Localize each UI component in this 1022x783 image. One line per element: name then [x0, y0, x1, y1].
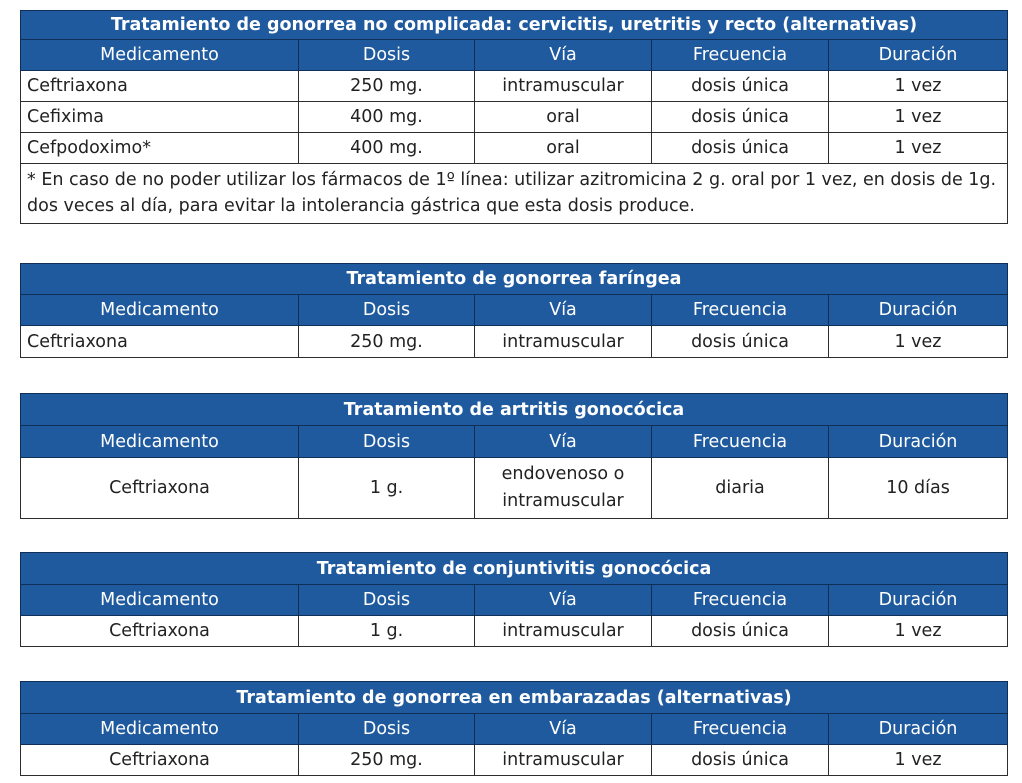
header-dosis: Dosis [299, 714, 475, 745]
cell-via: oral [475, 102, 652, 133]
cell-via: oral [475, 133, 652, 164]
table-artritis-gonococica [20, 393, 1008, 519]
header-via: Vía [475, 426, 652, 458]
table-row [21, 745, 1008, 776]
cell-medicamento: Ceftriaxona [21, 71, 299, 102]
header-via: Vía [475, 295, 652, 326]
cell-duracion: 1 vez [829, 326, 1008, 358]
table-gonorrea-faringea [20, 263, 1008, 358]
header-frecuencia: Frecuencia [652, 426, 829, 458]
header-medicamento: Medicamento [21, 426, 299, 458]
header-frecuencia: Frecuencia [652, 40, 829, 71]
cell-via: intramuscular [475, 326, 652, 358]
cell-dosis: 250 mg. [299, 745, 475, 776]
table-title: Tratamiento de gonorrea no complicada: cervicitis, uretritis y recto (alternativas) [21, 11, 1008, 40]
cell-frecuencia: dosis única [652, 616, 829, 647]
header-via: Vía [475, 40, 652, 71]
header-frecuencia: Frecuencia [652, 585, 829, 616]
cell-medicamento: Ceftriaxona [21, 326, 299, 358]
header-dosis: Dosis [299, 40, 475, 71]
cell-duracion: 1 vez [829, 133, 1008, 164]
cell-duracion: 1 vez [829, 616, 1008, 647]
header-medicamento: Medicamento [21, 295, 299, 326]
table-footnote: * En caso de no poder utilizar los fármacos de 1º línea: utilizar azitromicina 2 g. oral por 1 vez, en dosis de 1g. dos veces al día, para evitar la intolerancia gástrica que esta dosis produce. [21, 164, 1008, 224]
cell-dosis: 1 g. [299, 458, 475, 519]
header-duracion: Duración [829, 585, 1008, 616]
table-gonorrea-no-complicada [20, 10, 1008, 224]
cell-via: intramuscular [475, 616, 652, 647]
cell-frecuencia: dosis única [652, 745, 829, 776]
header-frecuencia: Frecuencia [652, 714, 829, 745]
cell-dosis: 250 mg. [299, 326, 475, 358]
table-title: Tratamiento de gonorrea faríngea [21, 264, 1008, 295]
cell-duracion: 1 vez [829, 745, 1008, 776]
header-frecuencia: Frecuencia [652, 295, 829, 326]
table-note-row [21, 164, 1008, 224]
cell-frecuencia: dosis única [652, 133, 829, 164]
cell-frecuencia: diaria [652, 458, 829, 519]
header-medicamento: Medicamento [21, 714, 299, 745]
cell-dosis: 250 mg. [299, 71, 475, 102]
header-duracion: Duración [829, 714, 1008, 745]
cell-dosis: 1 g. [299, 616, 475, 647]
header-medicamento: Medicamento [21, 40, 299, 71]
table-title: Tratamiento de conjuntivitis gonocócica [21, 553, 1008, 585]
header-dosis: Dosis [299, 295, 475, 326]
table-row [21, 458, 1008, 519]
header-via: Vía [475, 714, 652, 745]
cell-via: intramuscular [475, 71, 652, 102]
cell-frecuencia: dosis única [652, 102, 829, 133]
cell-medicamento: Ceftriaxona [21, 616, 299, 647]
header-dosis: Dosis [299, 426, 475, 458]
cell-dosis: 400 mg. [299, 133, 475, 164]
cell-duracion: 10 días [829, 458, 1008, 519]
cell-dosis: 400 mg. [299, 102, 475, 133]
header-via: Vía [475, 585, 652, 616]
table-title: Tratamiento de gonorrea en embarazadas (alternativas) [21, 682, 1008, 714]
cell-medicamento: Ceftriaxona [21, 458, 299, 519]
cell-medicamento: Cefpodoximo* [21, 133, 299, 164]
header-dosis: Dosis [299, 585, 475, 616]
table-conjuntivitis-gonococica [20, 552, 1008, 647]
table-row [21, 133, 1008, 164]
cell-via: endovenoso o intramuscular [475, 458, 652, 519]
table-row [21, 71, 1008, 102]
header-duracion: Duración [829, 295, 1008, 326]
header-duracion: Duración [829, 40, 1008, 71]
table-gonorrea-embarazadas [20, 681, 1008, 776]
table-row [21, 616, 1008, 647]
table-row [21, 102, 1008, 133]
cell-duracion: 1 vez [829, 71, 1008, 102]
cell-via: intramuscular [475, 745, 652, 776]
cell-frecuencia: dosis única [652, 326, 829, 358]
header-duracion: Duración [829, 426, 1008, 458]
cell-frecuencia: dosis única [652, 71, 829, 102]
table-row [21, 326, 1008, 358]
cell-medicamento: Cefixima [21, 102, 299, 133]
header-medicamento: Medicamento [21, 585, 299, 616]
cell-duracion: 1 vez [829, 102, 1008, 133]
table-title: Tratamiento de artritis gonocócica [21, 394, 1008, 426]
cell-medicamento: Ceftriaxona [21, 745, 299, 776]
